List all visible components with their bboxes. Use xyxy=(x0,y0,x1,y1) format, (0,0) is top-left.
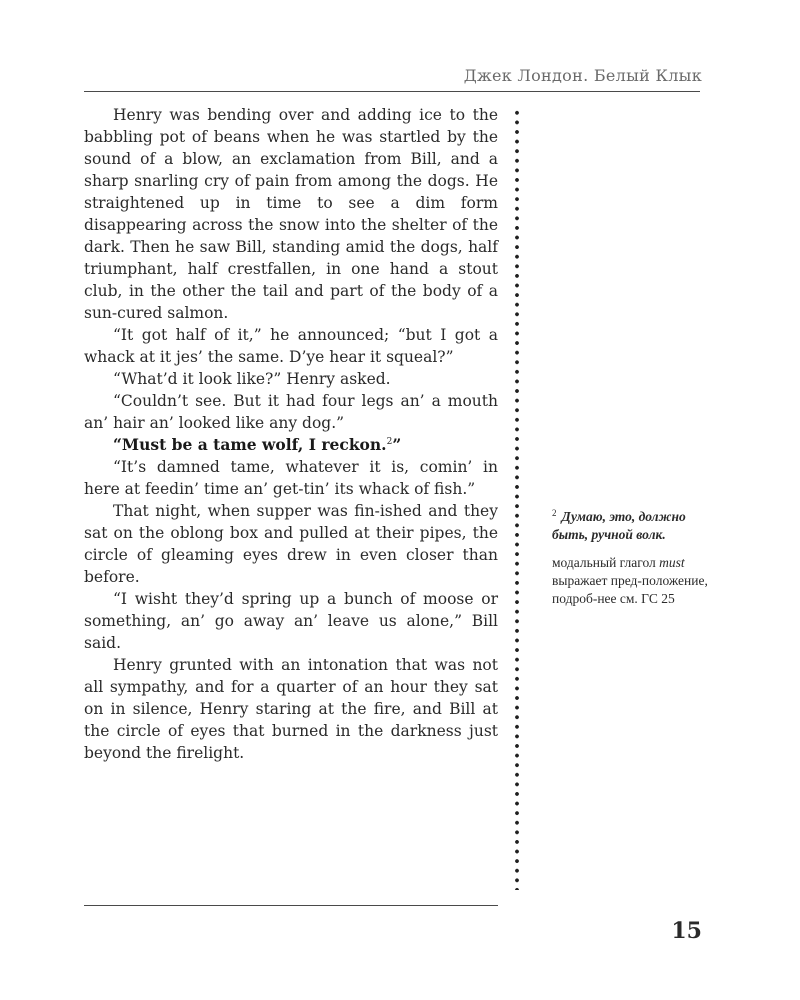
margin-note-body xyxy=(552,554,722,608)
margin-note xyxy=(552,508,722,608)
paragraph-3: “What’d it look like?” Henry asked. xyxy=(113,370,391,388)
note-body-start: модальный глагол xyxy=(552,555,660,570)
main-text-column xyxy=(84,104,498,764)
paragraph-4: “Couldn’t see. But it had four legs an’ a mouth an’ hair an’ looked like any dog.” xyxy=(84,392,498,432)
paragraph-7: That night, when supper was fin-ished and they sat on the oblong box and pulled at their pipes, the circle of gleaming eyes drew in even closer than before. xyxy=(84,502,498,586)
margin-note-title xyxy=(552,508,722,544)
footer-rule xyxy=(84,905,498,906)
page-number: 15 xyxy=(671,918,702,944)
bold-phrase: “Must be a tame wolf, I reckon. xyxy=(113,435,387,454)
paragraph-1: Henry was bending over and adding ice to the babbling pot of beans when he was startled by the sound of a blow, an exclamation from Bill, and a sharp snarling cry of pain from among the dogs. He straightened up in time to see a dim form disappearing across the snow into the shelter of the dark. Then he saw Bill, standing amid the dogs, half triumphant, half crestfallen, in one hand a stout club, in the other the tail and part of the body of a sun-cured salmon. xyxy=(84,106,498,322)
paragraph-2: “It got half of it,” he announced; “but I got a whack at it jes’ the same. D’ye hear it squeal?” xyxy=(84,326,498,366)
note-body-italic: must xyxy=(659,555,685,570)
closing-quote: ” xyxy=(392,435,402,454)
margin-note-translation: Думаю, это, должно быть, ручной волк. xyxy=(552,509,686,542)
paragraph-6: “It’s damned tame, whatever it is, comin’ in here at feedin’ time an’ get-tin’ its whack of fish.” xyxy=(84,458,498,498)
paragraph-9: Henry grunted with an intonation that was not all sympathy, and for a quarter of an hour they sat on in silence, Henry staring at the fire, and Bill at the circle of eyes that burned in the darkness just beyond the firelight. xyxy=(84,656,498,762)
header-rule xyxy=(84,91,700,92)
paragraph-8: “I wisht they’d spring up a bunch of moose or something, an’ go away an’ leave us alone,” Bill said. xyxy=(84,590,498,652)
paragraph-5 xyxy=(84,434,498,456)
footnote-marker: 2 xyxy=(386,436,393,447)
dotted-divider xyxy=(513,108,521,890)
running-header: Джек Лондон. Белый Клык xyxy=(463,66,702,85)
note-body-end: выражает пред-положение, подроб-нее см. ГС 25 xyxy=(552,573,708,606)
margin-note-number: 2 xyxy=(552,507,557,518)
